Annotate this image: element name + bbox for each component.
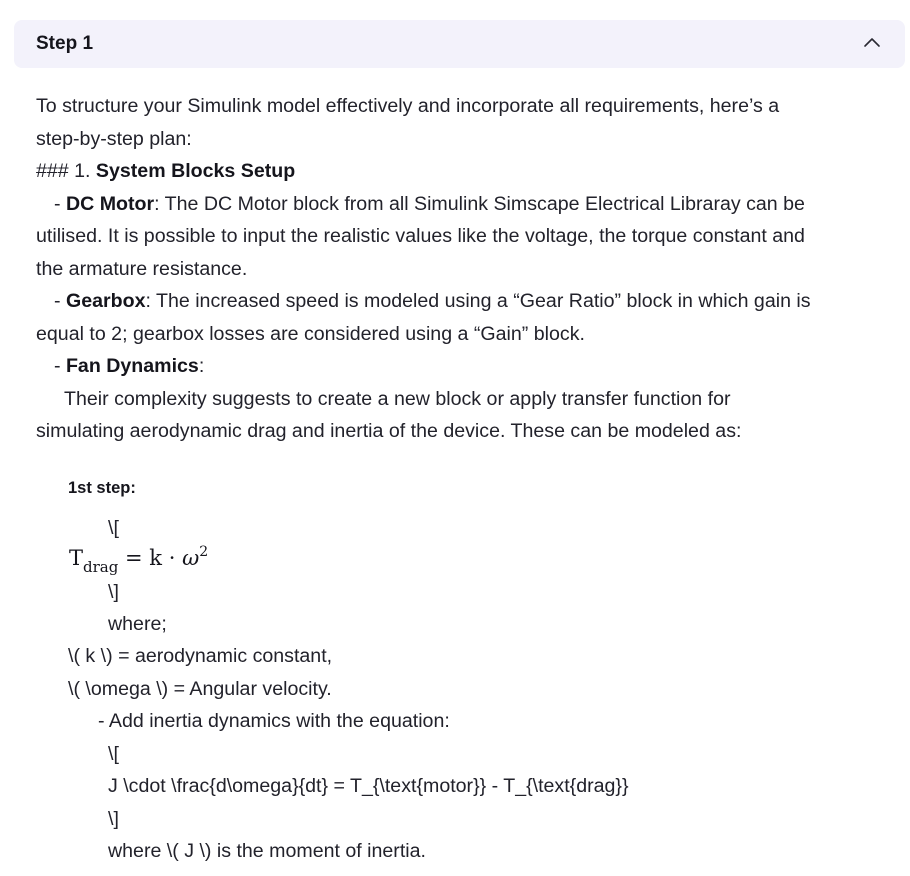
fan-prefix: -: [54, 355, 66, 377]
eq-sub: drag: [83, 558, 119, 576]
open-bracket: \[: [108, 517, 119, 539]
step-title: Step 1: [36, 33, 94, 54]
section-title: System Blocks Setup: [95, 160, 296, 182]
k-definition: \( k \) = aerodynamic constant,: [68, 645, 333, 667]
step-header[interactable]: [14, 20, 905, 68]
omega-definition: \( \omega \) = Angular velocity.: [68, 678, 332, 700]
close-bracket: \]: [108, 581, 119, 603]
dc-prefix: -: [54, 192, 66, 215]
eq-omega: ω: [182, 546, 200, 570]
step-content: [36, 90, 886, 448]
dc-motor-line-3: the armature resistance.: [36, 257, 248, 280]
section-prefix: ### 1.: [36, 160, 96, 182]
eq-lhs: T: [69, 546, 84, 570]
dc-text-1: : The DC Motor block from all Simulink Simscape Electrical Libraray can be: [154, 192, 805, 215]
fan-line-1: Their complexity suggests to create a new block or apply transfer function for: [64, 387, 731, 410]
eq-rhs: = k ·: [125, 546, 183, 570]
where-label: where;: [108, 613, 167, 635]
gearbox-line-1: [36, 285, 886, 318]
section-heading: [36, 155, 886, 188]
fan-line-2: simulating aerodynamic drag and inertia of the device. These can be modeled as:: [36, 420, 742, 442]
eq-exp: 2: [199, 544, 209, 560]
fan-label: Fan Dynamics: [65, 355, 199, 377]
drag-equation: [69, 542, 208, 578]
intro-line-1: To structure your Simulink model effectively and incorporate all requirements, here’s a: [36, 95, 780, 117]
fan-heading: [36, 350, 886, 383]
moment-definition: where \( J \) is the moment of inertia.: [108, 840, 426, 862]
chevron-up-icon[interactable]: [863, 34, 881, 52]
close-bracket-2: \]: [108, 808, 119, 830]
substep-title: 1st step:: [68, 479, 136, 497]
inertia-equation: J \cdot \frac{d\omega}{dt} = T_{\text{motor}} - T_{\text{drag}}: [108, 775, 629, 797]
gear-label: Gearbox: [65, 290, 146, 312]
dc-motor-line-1: [36, 188, 886, 221]
gear-prefix: -: [54, 290, 66, 312]
gearbox-line-2: equal to 2; gearbox losses are considered using a “Gain” block.: [36, 322, 585, 345]
fan-colon: :: [198, 355, 205, 377]
inertia-intro: - Add inertia dynamics with the equation:: [98, 710, 450, 732]
open-bracket-2: \[: [108, 743, 119, 765]
intro-line-2: step-by-step plan:: [36, 127, 192, 150]
gear-text-1: : The increased speed is modeled using a “Gear Ratio” block in which gain is: [145, 290, 811, 312]
dc-label: DC Motor: [65, 192, 155, 215]
dc-motor-line-2: utilised. It is possible to input the realistic values like the voltage, the torque constant and: [36, 225, 805, 247]
